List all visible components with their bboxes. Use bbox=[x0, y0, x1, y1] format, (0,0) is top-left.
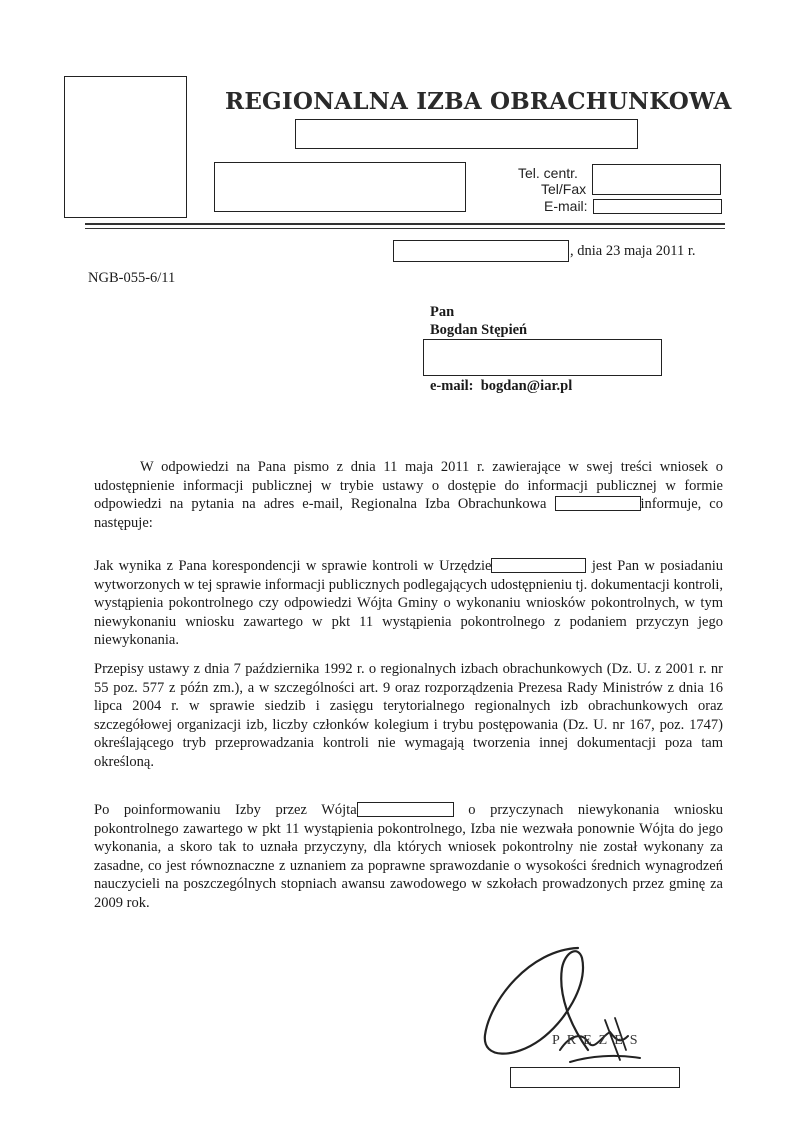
institution-name: REGIONALNA IZBA OBRACHUNKOWA bbox=[225, 88, 732, 115]
paragraph-3: Przepisy ustawy z dnia 7 października 1992 r. o regionalnych izbach obrachunkowych (Dz. U. z 2001 r. nr 55 poz. 577 z późn zm.), a w szczególności art. 9 oraz rozporządzenia Prezesa Rady Ministrów z dnia 16 lipca 2004 r. w sprawie siedzib i zasięgu terytorialnego regionalnych izb obrachunkowych oraz szczegółowej organizacji izb, liczby członków kolegium i trybu postępowania (Dz. U. nr 167, poz. 1747) określającego tryb przeprowadzania kontroli nie wymagają tworzenia innej dokumentacji poza tam określoną. bbox=[94, 661, 723, 770]
paragraph-1-text: W odpowiedzi na Pana pismo z dnia 11 maja 2011 r. zawierające w swej treści wniosek o udostępnienie informacji publicznej w trybie ustawy o dostępie do informacji publicznej w formie odpowiedzi na pytania na adres e-mail, Regionalna Izba Obrachunkowa bbox=[94, 459, 723, 512]
office-name-redaction bbox=[555, 496, 641, 511]
municipality-redaction bbox=[491, 558, 586, 573]
paragraph-4 bbox=[94, 801, 723, 912]
fax-label: Tel/Fax bbox=[541, 181, 587, 197]
city-redaction bbox=[393, 240, 569, 262]
reference-number: NGB-055-6/11 bbox=[88, 270, 176, 286]
email-redaction bbox=[593, 199, 722, 214]
recipient-salutation: Pan bbox=[430, 304, 455, 320]
paragraph-4-text: Po poinformowaniu Izby przez Wójta bbox=[94, 802, 357, 818]
email-label: E-mail: bbox=[544, 198, 588, 214]
recipient-name: Bogdan Stępień bbox=[430, 322, 528, 338]
recipient-email-label: e-mail: bbox=[430, 378, 474, 394]
tel-redaction bbox=[592, 164, 721, 195]
signature-title: PREZES bbox=[552, 1033, 645, 1048]
paragraph-2-text: Jak wynika z Pana korespondencji w sprawie kontroli w Urzędzie bbox=[94, 558, 492, 574]
date-line: , dnia 23 maja 2011 r. bbox=[570, 243, 696, 259]
recipient-email-line bbox=[430, 378, 572, 395]
street-redaction bbox=[214, 162, 466, 212]
paragraph-1 bbox=[94, 458, 723, 532]
logo-redaction bbox=[64, 76, 187, 218]
address-redaction bbox=[295, 119, 638, 149]
tel-label: Tel. centr. bbox=[518, 165, 578, 181]
recipient-email: bogdan@iar.pl bbox=[480, 378, 573, 394]
paragraph-1-end: informuje, co następuje: bbox=[94, 496, 723, 531]
header-rule-thick bbox=[85, 223, 725, 225]
mayor-municipality-redaction bbox=[357, 802, 454, 817]
handwritten-signature bbox=[470, 940, 670, 1070]
header-rule-thin bbox=[85, 228, 725, 229]
recipient-address-redaction bbox=[423, 339, 662, 376]
paragraph-4-rest: o przyczynach niewykonania wniosku pokontrolnego zawartego w pkt 11 wystąpienia pokontrolnego, Izba nie wezwała ponownie Wójta do jego wykonania, a skoro tak to uznała przyczyny, dla których wniosek pokontrolny nie został wykonany za zasadne, co jest równoznaczne z uznaniem za poprawne sprawozdanie o wysokości średnich wynagrodzeń nauczycieli na poszczególnych stopniach awansu zawodowego w szkołach prowadzonych przez gminę za 2009 rok. bbox=[94, 802, 723, 911]
signatory-name-redaction bbox=[510, 1067, 680, 1088]
paragraph-2-rest: jest Pan w posiadaniu wytworzonych w tej sprawie informacji publicznych podlegających udostępnieniu tj. dokumentacji kontroli, wystąpienia pokontrolnego czy odpowiedzi Wójta Gminy o wykonaniu wniosków pokontrolnych, w tym niewykonaniu wniosku zawartego w pkt 11 wystąpienia pokontrolnego z podaniem przyczyn jego niewykonania. bbox=[94, 558, 724, 648]
paragraph-2 bbox=[94, 557, 723, 650]
